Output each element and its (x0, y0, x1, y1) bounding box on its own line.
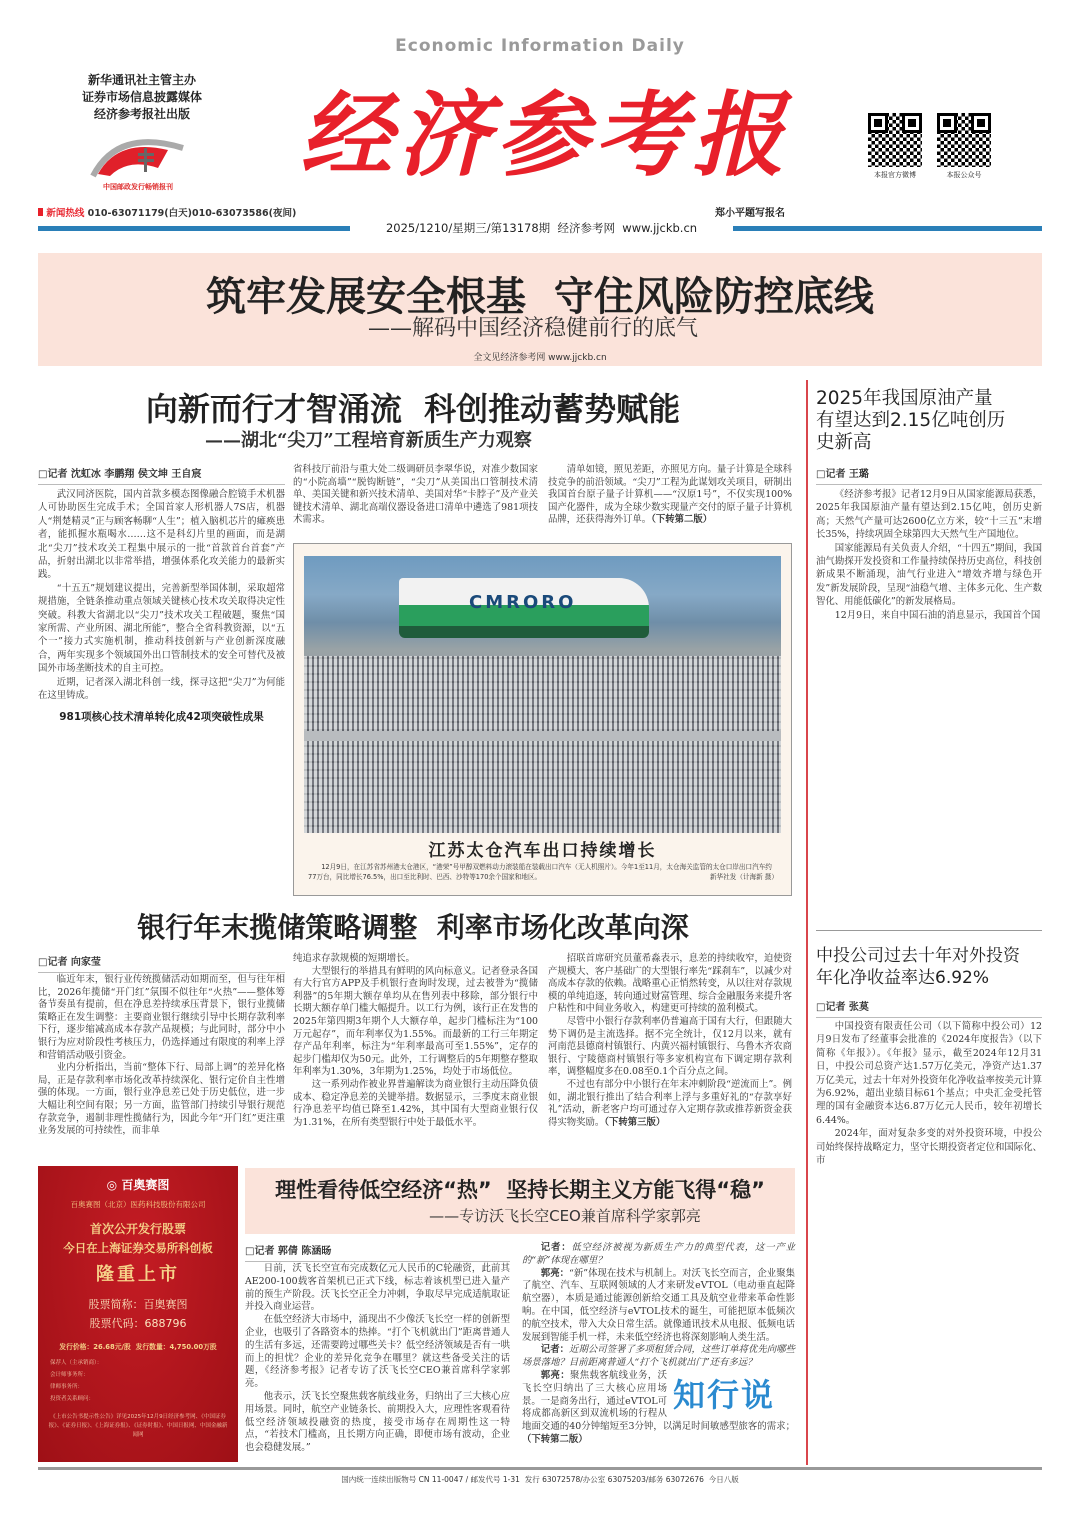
bank-byline: □记者 向家莹 (38, 953, 285, 973)
ship-name: CMRORO (469, 592, 577, 613)
ad-brand-name: 百奥赛图 (121, 1178, 170, 1192)
ad-line3: 隆重上市 (96, 1264, 180, 1285)
publisher-info (62, 72, 222, 123)
interview-col1 (245, 1263, 510, 1455)
banner-note: 全文见经济参考网 www.jjckb.cn (473, 353, 607, 363)
hotline (38, 205, 296, 219)
top-banner (38, 253, 1042, 366)
publisher-line: 经济参考报社出版 (93, 107, 190, 121)
paragraph (548, 1079, 792, 1129)
lead-byline: □记者 沈虹冰 李鹏翔 侯文坤 王自宸 (38, 465, 285, 485)
interview-byline: □记者 郭倩 陈涵旸 (245, 1242, 510, 1262)
continued-note: （下转第二版） (651, 514, 713, 526)
right-column-separator (816, 930, 1042, 931)
qa-text: 低空经济被视为新质生产力的典型代表，这一产业的“新”体现在哪里？ (522, 1242, 795, 1266)
qr-code-icon (868, 113, 922, 167)
lead-col3 (548, 464, 792, 527)
postal-logo (88, 128, 188, 190)
paragraph: 近期，记者深入湖北科创一线，探寻这把“尖刀”为何能在这里铸成。 (38, 676, 285, 702)
interview-header (245, 1168, 795, 1234)
publisher-line: 新华通讯社主管主办 (87, 73, 196, 87)
ad-roles (38, 1357, 238, 1405)
paragraph: 纯追求存款规模的短期增长。 (293, 953, 415, 964)
banner-headline[interactable]: 筑牢发展安全根基 守住风险防控底线 (206, 274, 874, 320)
newspaper-logo: 经济参考报 (299, 81, 790, 189)
paragraph: 2024年，面对复杂多变的对外投资环境，中投公司始终保持战略定力，坚守长期投资者定位和国际化、市 (816, 1128, 1042, 1167)
ad-line2: 今日在上海证券交易所科创板 (63, 1241, 213, 1255)
qr-label: 本报公众号 (946, 171, 982, 179)
qa-text: “新”体现在技术与机制上。对沃飞长空而言，企业聚集了航空、汽车、互联网领域的人才来研发eVTOL（电动垂直起降航空器），本质是通过能源创新给交通工具及航空业带来革命性影响。在中国，低空经济与eVTOL技术的诞生，可能把原本低频次的航空技术，带入大众日常生活。就像通讯技术从电报、低频电话发展到智能手机一样，未来低空经济也将深刻影响人类生活。 (522, 1267, 795, 1343)
bank-headline[interactable]: 银行年末揽储策略调整 利率市场化改革向深 (137, 911, 689, 944)
ad-line1: 首次公开发行股票 (89, 1222, 186, 1236)
ad-role: 投资者关系顾问： (50, 1396, 95, 1402)
paragraph: 中国投资有限责任公司（以下简称中投公司）12月9日发布了经董事会批准的《2024年度报告》（以下简称《年报》）。《年报》显示，截至2024年12月31日，中投公司总资产达1.57万亿美元，净资产达1.37万亿美元，过去十年对外投资年化净收益率按美元计算为6.92%，超出业绩目标61个基点；中央汇金受托管理的国有金融资本达6.87万亿元人民币，较年初增长6.44%。 (816, 1021, 1042, 1126)
lead-subtitle: ——湖北“尖刀”工程培育新质生产力观察 (205, 430, 532, 451)
qr-label: 本报官方微博 (874, 171, 916, 179)
qa-speaker: 郭亮： (540, 1369, 570, 1381)
photo-credit: 新华社发（计海新 摄） (709, 873, 778, 881)
qa-speaker: 记者： (540, 1344, 570, 1356)
paragraph: 省科技厅前沿与重大处二级调研员李翠华说，对准少数国家的“小院高墙”“脱钩断链”，“尖刀”从美国出口管制技术清单、美国关键和新兴技术清单、美国对华“卡脖子”及产业关键技术清单、湖北高端仪器设备进口清单中遴选了981项技术需求。 (293, 464, 538, 526)
bank-col1 (38, 974, 285, 1138)
continued-note: （下转第二版） (522, 1433, 588, 1445)
paragraph: 招联首席研究员董希淼表示，息差的持续收窄，迫使资产规模大、客户基础广的大型银行率先“踩刹车”，以减少对高成本存款的依赖。战略重心正悄然转变，从以往对存款规模的单纯追逐，转向通过财富管理、综合金融服务来提升客户粘性和中间业务收入，构建更可持续的盈利模式。 (548, 953, 792, 1015)
banner-subtitle: ——解码中国经济稳健前行的底气 (368, 316, 699, 341)
ad-stock-name: 股票简称：百奥赛图 (88, 1298, 188, 1311)
cic-body (816, 1020, 1042, 1167)
english-title: Economic Information Daily (395, 36, 685, 56)
qa-speaker: 郭亮： (540, 1267, 570, 1279)
issue-line: 2025/1210/星期三/第13178期 经济参考网 www.jjckb.cn (385, 221, 698, 235)
oil-byline: □记者 王璐 (816, 465, 1042, 485)
lead-col1 (38, 488, 285, 732)
ipo-advertisement[interactable] (38, 1166, 238, 1462)
paragraph: 国家能源局有关负责人介绍，“十四五”期间，我国油气勘探开发投资和工作量持续保持历史高位，科技创新成果不断涌现，油气行业进入“增效齐增与绿色开发”新发展阶段，呈现“油稳气增、主体多元化、生产数智化、用能低碳化”的新发展格局。 (816, 542, 1042, 608)
paragraph (548, 464, 792, 527)
ad-company: 百奥赛图（北京）医药科技股份有限公司 (70, 1200, 206, 1209)
ad-footer: 《上市公告书提示性公告》详见2025年12月9日经济参考网、《中国证券报》、《证券日报》、《上海证券报》、《证券时报》、中国日报网、中国金融新闻网 (48, 1414, 228, 1438)
ad-role: 律师事务所： (50, 1384, 84, 1390)
photo-title: 江苏太仓汽车出口持续增长 (428, 841, 657, 861)
paragraph: 尽管中小银行存款利率仍普遍高于国有大行，但跟随大势下调仍是主流选择。据不完全统计，仅12月以来，就有河南范县德商村镇银行、内黄兴福村镇银行、乌鲁木齐农商银行、宁陵德商村镇银行等多家机构宣布下调定期存款利率，调整幅度多在0.08至0.1个百分点之间。 (548, 1015, 792, 1078)
right-column-divider (806, 380, 808, 1465)
qr-weibo[interactable] (868, 113, 922, 180)
calligraphy-credit: 郑小平题写报名 (715, 208, 785, 219)
caption-text: 12月9日，在江苏省苏州港太仓港区，“港荣”号甲醇双燃料动力滚装船在装载出口汽车（无人机照片）。今年1至11月，太仓海关监管的太仓口岸出口汽车约77万台，同比增长76.5%，出口至比利时、巴西、沙特等170余个国家和地区。 (308, 863, 772, 881)
ad-role: 保荐人（主承销商）： (50, 1360, 103, 1366)
paragraph: 临近年末，银行业传统揽储活动如期而至，但与往年相比，2026年揽储“开门红”氛围不似往年“火热”——整体筹备节奏虽有提前，但在净息差持续承压背景下，银行业揽储策略正在发生调整：主要商业银行继续引导中长期存款利率下行，逐步缩减高成本存款产品规模；与此同时，部分中小银行为应对阶段性考核压力，仍选择通过有限度的利率上浮和营销活动吸引资金。 (38, 974, 285, 1061)
photo-caption (308, 862, 778, 882)
masthead-rule-left (38, 226, 350, 231)
ad-volume: 发行数量：4,750.00万股 (135, 1343, 217, 1351)
qa-text: 聚焦载客航线业务，沃飞长空归纳出了三大核心应用场景。一是商务出行，通过eVTOL可将成都高新区到双流机场的行程从地面交通的40分钟缩短至3分钟，以满足时间敏感型旅客的需求； (522, 1369, 795, 1433)
paragraph: “十五五”规划建议提出，完善新型举国体制，采取超常规措施，全链条推动重点领域关键核心技术攻关取得决定性突破。科教大省湖北以“尖刀”技术攻关工程破题，聚焦“国家所需、产业所困、湖北所能”，整合全省科教资源，以“五个一”接力式实施机制，推动科技创新与产业创新深度融合，两年实现多个领域国外出口管制技术的安全可替代及被国外市场垄断技术的自主可控。 (38, 582, 285, 675)
paragraph: 在低空经济大市场中，涌现出不少像沃飞长空一样的创新型企业，也吸引了各路资本的热捧。“打个飞机就出门”距离普通人的生活有多远，还需要跨过哪些关卡？低空经济领域是否有一哄而上的担忧？企业的差异化竞争在哪里？就这些备受关注的话题，《经济参考报》记者专访了沃飞长空CEO兼首席科学家郭亮。 (245, 1314, 510, 1390)
qa-item (522, 1268, 795, 1345)
paragraph-text: 不过也有部分中小银行在年末冲刺阶段“逆流而上”。例如，湖北银行推出了结合利率上浮与多重好礼的“存款享好礼”活动，新老客户均可通过存入定期存款或推荐新资金获得实物奖励。 (548, 1078, 793, 1128)
ad-price: 发行价格：26.68元/股 (59, 1343, 131, 1351)
paragraph: 他表示，沃飞长空聚焦载客航线业务，归纳出了三大核心应用场景。同时，航空产业链条长、前期投入大，应理性客观看待低空经济领域投融资的热度，接受市场存在周期性这一特点，“若技术门槛高，且长期方向正确，即便市场有波动，企业也会稳健发展。” (245, 1390, 510, 1454)
lead-subhead: 981项核心技术清单转化成42项突破性成果 (59, 710, 264, 723)
road (304, 731, 781, 741)
lead-headline[interactable]: 向新而行才智涌流 科创推动蓄势赋能 (145, 390, 681, 428)
lead-col2 (293, 464, 538, 527)
footer-rule (38, 1467, 1042, 1470)
ad-role: 会计师事务所： (50, 1372, 89, 1378)
qa-item (522, 1242, 795, 1268)
qa-speaker: 记者： (540, 1242, 572, 1253)
cic-headline[interactable]: 中投公司过去十年对外投资年化净收益率达6.92% (816, 946, 1020, 988)
hotline-label: 新闻热线 (46, 208, 85, 219)
interview-col2 (522, 1242, 795, 1447)
ad-stock-code: 股票代码：688796 (89, 1317, 187, 1330)
publisher-line: 证券市场信息披露媒体 (81, 90, 202, 104)
paragraph: 武汉同济医院，国内首款多模态图像融合腔镜手术机器人可协助医生完成手术；全国首家人形机器人7S店，机器人“荆楚精灵”正与顾客畅聊“人生”；植入脑机芯片的瘫痪患者，能抓握水瓶喝水……这不是科幻片里的画面，而是湖北“尖刀”技术攻关工程集中展示的一批“首款首台首套”产品，折射出湖北以非常举措，增强体系化攻关能力的最新实践。 (38, 489, 285, 581)
paragraph: 12月9日，来自中国石油的消息显示，我国首个国 (834, 609, 1041, 621)
paragraph: 《经济参考报》记者12月9日从国家能源局获悉，2025年我国原油产量有望达到2.15亿吨，创历史新高；天然气产量可达2600亿立方米，较“十三五”末增长35%，持续巩固全球第四大天然气生产国地位。 (816, 489, 1042, 541)
car-lots (304, 656, 781, 833)
oil-headline[interactable]: 2025年我国原油产量有望达到2.15亿吨创历史新高 (816, 388, 1006, 453)
bank-col3 (548, 953, 792, 1129)
interview-headline[interactable]: 理性看待低空经济“热” 坚持长期主义方能飞得“稳” (275, 1178, 765, 1202)
cic-byline: □记者 张莫 (816, 998, 1042, 1018)
qr-code-icon (937, 113, 991, 167)
paragraph: 大型银行的举措具有鲜明的风向标意义。记者登录各国有大行官方APP及手机银行查询时发现，过去被誉为“揽储利器”的5年期大额存单均从在售列表中移除，部分银行中长期大额存单门槛大幅提升。以工行为例，该行正在发售的2025年第四期3年期个人大额存单，起步门槛标注为“100万元起存”，而年利率仅为1.55%。而最新的工行三年期定存产品年利率，标注为“年利率最高可至1.55%”，定存的起步门槛却仅为50元。此外，工行调整后的5年期整存整取年利率为1.30%，3年期为1.25%，均处于市场低位。 (293, 965, 538, 1078)
bank-col2 (293, 953, 538, 1129)
photo-box (293, 543, 792, 896)
interview-subtitle: ——专访沃飞长空CEO兼首席科学家郭亮 (429, 1207, 701, 1225)
column-logo: 知行说 (673, 1375, 776, 1414)
qa-text: 近期公司签署了多项租赁合同，这些订单将优先向哪些场景落地？目前距离普通人“打个飞机就出门”还有多远？ (522, 1344, 795, 1369)
ad-offer (38, 1341, 238, 1351)
qa-item (522, 1344, 795, 1370)
oil-body (816, 488, 1042, 622)
paragraph: 日前，沃飞长空宣布完成数亿元人民币的C轮融资，此前其AE200-100载客首架机已正式下线，标志着该机型已进入量产前的预生产阶段。沃飞长空正全力冲刺，争取尽早完成适航取证并投入商业运营。 (245, 1263, 510, 1313)
ad-brand: ◎ 百奥赛图 (106, 1178, 170, 1192)
hotline-number: 010-63071179(白天)010-63073586(夜间) (87, 208, 297, 219)
paragraph: 业内分析指出，当前“整体下行、局部上调”的差异化格局，正是存款利率市场化改革持续深化、银行定价自主性增强的体现。一方面，银行业净息差已处于历史低位，进一步大幅让利空间有限；另一方面，监管部门持续引导银行规范存款竞争，遏制非理性揽储行为，因此今年“开门红”更注重业务发展的可持续性，而非单 (38, 1062, 285, 1137)
postal-logo-text: 中国邮政发行畅销报刊 (103, 183, 173, 191)
ship (399, 578, 649, 638)
paragraph: 这一系列动作被业界普遍解读为商业银行主动压降负债成本、稳定净息差的关键举措。数据显示，三季度末商业银行净息差平均值已降至1.42%，其中国有大型商业银行仅为1.31%，在所有类型银行中处于最低水平。 (293, 1078, 538, 1128)
paragraph-text: 清单如镜，照见差距，亦照见方向。量子计算是全球科技竞争的前沿领域。“尖刀”工程为此谋划攻关项目，研制出我国首台原子量子计算机——“汉原1号”，不仅实现100%国产化器件，成为全球少数实现量产交付的原子量子计算机品牌，还获得海外订单。 (548, 464, 792, 526)
footer-info: 国内统一连续出版物号 CN 11-0047 / 邮发代号 1-31 发行 63072578/办公室 63075203/邮务 63072676 今日八版 (341, 1475, 739, 1484)
port-photo[interactable] (304, 556, 781, 833)
masthead-rule-right (733, 226, 1042, 231)
continued-note: （下转第三版） (604, 1116, 666, 1128)
qr-wechat[interactable] (937, 113, 991, 180)
postal-emblem-icon (88, 128, 188, 178)
